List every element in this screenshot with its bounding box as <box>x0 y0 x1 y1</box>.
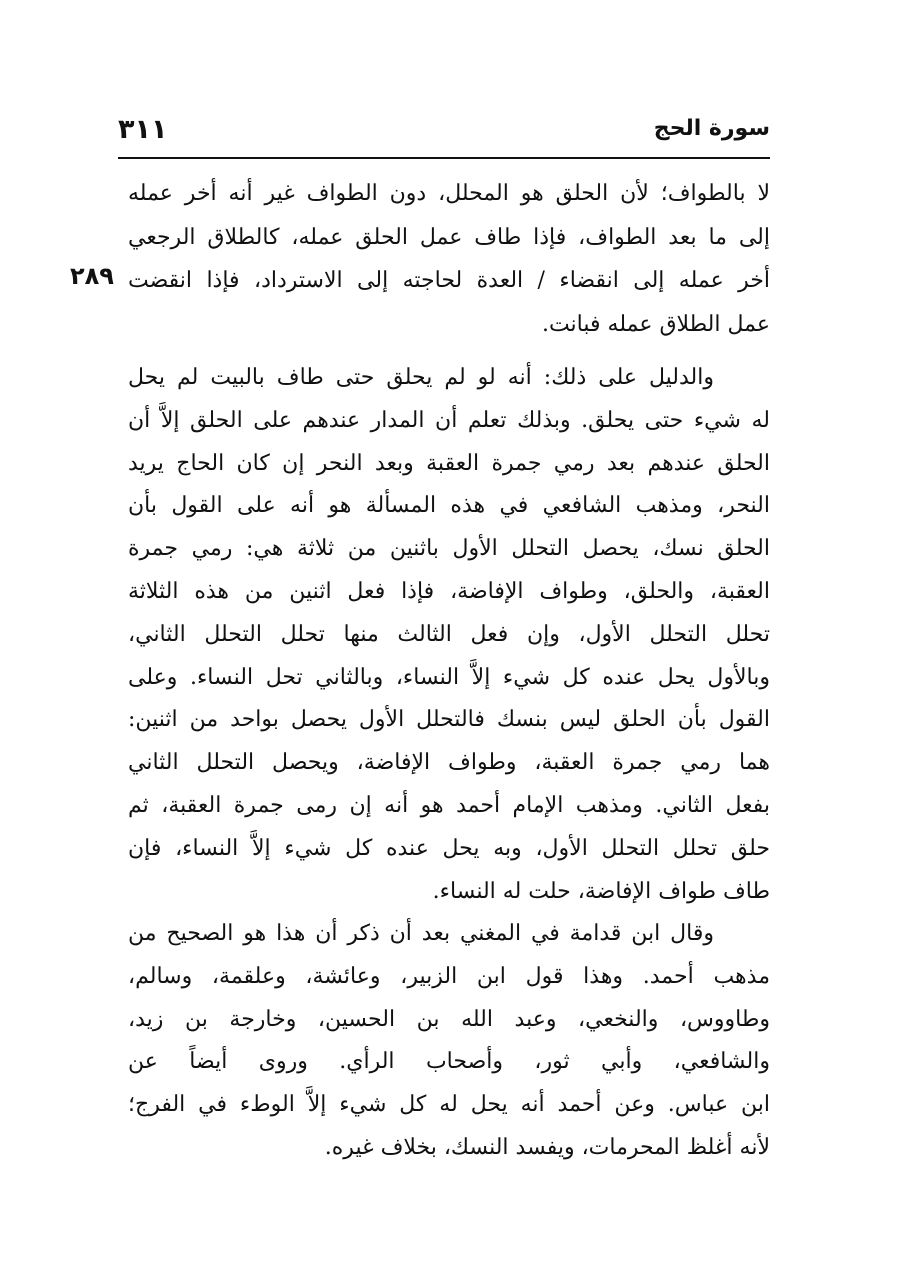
text-line: تحلل التحلل الأول، وإن فعل الثالث منها تحلل التحلل الثاني، <box>128 621 770 647</box>
paragraph-2 <box>128 357 770 913</box>
text-line: طاف طواف الإفاضة، حلت له النساء. <box>432 878 770 904</box>
text-line: حلق تحلل التحلل الأول، وبه يحل عنده كل شيء إلاَّ النساء، فإن <box>128 835 770 861</box>
text-line: وطاووس، والنخعي، وعبد الله بن الحسين، وخارجة بن زيد، <box>128 1006 770 1032</box>
text-line: أخر عمله إلى انقضاء / العدة لحاجته إلى الاسترداد، فإذا انقضت <box>128 268 770 294</box>
text-line: عمل الطلاق عمله فبانت. <box>541 312 770 338</box>
text-line: وبالأول يحل عنده كل شيء إلاَّ النساء، وبالثاني تحل النساء. وعلى <box>128 664 770 690</box>
text-line: لأنه أغلظ المحرمات، ويفسد النسك، بخلاف غيره. <box>324 1134 770 1160</box>
text-line: الحلق عندهم بعد رمي جمرة العقبة وبعد النحر إن كان الحاج يريد <box>128 450 770 476</box>
text-line: العقبة، والحلق، وطواف الإفاضة، فإذا فعل اثنين من هذه الثلاثة <box>128 578 770 604</box>
text-line: إلى ما بعد الطواف، فإذا طاف عمل الحلق عمله، كالطلاق الرجعي <box>128 224 770 250</box>
header-rule <box>118 157 770 159</box>
text-line: والشافعي، وأبي ثور، وأصحاب الرأي. وروى أيضاً عن <box>128 1049 770 1075</box>
paragraph-1 <box>128 172 770 347</box>
text-line: وقال ابن قدامة في المغني بعد أن ذكر أن هذا هو الصحيح من <box>128 921 714 946</box>
margin-page-reference: ٢٨٩ <box>70 262 114 290</box>
text-line: لا بالطواف؛ لأن الحلق هو المحلل، دون الطواف غير أنه أخر عمله <box>128 181 770 206</box>
text-line: الحلق نسك، يحصل التحلل الأول باثنين من ثلاثة هي: رمي جمرة <box>128 536 770 562</box>
text-line: القول بأن الحلق ليس بنسك فالتحلل الأول يحصل بواحد من اثنين: <box>128 707 770 733</box>
text-line: له شيء حتى يحلق. وبذلك تعلم أن المدار عندهم على الحلق إلاَّ أن <box>128 407 770 433</box>
text-line: النحر، ومذهب الشافعي في هذه المسألة هو أنه على القول بأن <box>128 493 770 519</box>
page-number: ٣١١ <box>118 114 168 145</box>
surah-title: سورة الحج <box>653 116 770 141</box>
text-line: والدليل على ذلك: أنه لو لم يحلق حتى طاف بالبيت لم يحل <box>128 365 714 390</box>
text-line: بفعل الثاني. ومذهب الإمام أحمد هو أنه إن رمى جمرة العقبة، ثم <box>128 792 770 818</box>
text-line: مذهب أحمد. وهذا قول ابن الزبير، وعائشة، وعلقمة، وسالم، <box>128 963 770 989</box>
paragraph-3 <box>128 913 770 1170</box>
text-line: ابن عباس. وعن أحمد أنه يحل له كل شيء إلاَّ الوطء في الفرج؛ <box>128 1092 770 1118</box>
page-header <box>118 116 770 156</box>
text-line: هما رمي جمرة العقبة، وطواف الإفاضة، ويحصل التحلل الثاني <box>128 750 770 776</box>
